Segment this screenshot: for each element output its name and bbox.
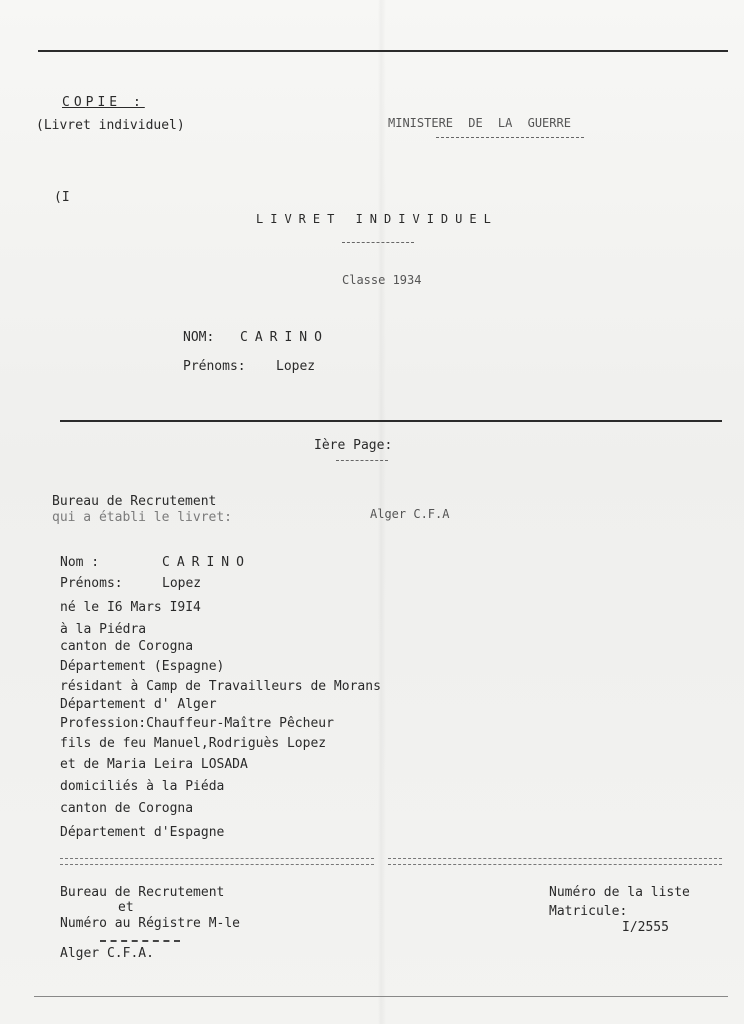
- footer-bureau-line1: Bureau de Recrutement: [60, 885, 225, 900]
- title-underline: [342, 242, 414, 243]
- footer-matricule-value: I/2555: [622, 920, 669, 935]
- middle-rule: [60, 420, 722, 422]
- footer-liste-label: Numéro de la liste: [549, 885, 690, 900]
- footer-bureau-line2: et: [118, 900, 134, 915]
- bureau-label-line1: Bureau de Recrutement: [52, 494, 217, 509]
- footer-bureau-line3: Numéro au Régistre M-le: [60, 916, 241, 931]
- detail-line: résidant à Camp de Travailleurs de Morans: [60, 679, 381, 694]
- detail-line: fils de feu Manuel,Rodriguès Lopez: [60, 736, 327, 751]
- detail-line: Département d'Espagne: [60, 825, 225, 840]
- detail-nom-label: Nom :: [60, 555, 100, 570]
- page-label: Ière Page:: [314, 438, 393, 453]
- detail-line: Profession:Chauffeur-Maître Pêcheur: [60, 716, 334, 731]
- detail-line: et de Maria Leira LOSADA: [60, 757, 248, 772]
- nom-value: CARINO: [240, 330, 329, 345]
- livret-individuel-label: (Livret individuel): [36, 118, 185, 133]
- detail-line: né le I6 Mars I9I4: [60, 600, 201, 615]
- livret-title: LIVRET INDIVIDUEL: [256, 212, 498, 226]
- prenoms-label: Prénoms:: [183, 359, 246, 374]
- footer-underline: [100, 940, 180, 942]
- detail-nom-value: CARINO: [162, 555, 251, 570]
- detail-line: Département (Espagne): [60, 659, 225, 674]
- classe-label: Classe 1934: [342, 273, 422, 287]
- footer-matricule-label: Matricule:: [549, 904, 628, 919]
- top-rule: [38, 50, 728, 52]
- bureau-label-line2: qui a établi le livret:: [52, 510, 233, 525]
- detail-line: domiciliés à la Piéda: [60, 779, 225, 794]
- detail-line: Département d' Alger: [60, 697, 217, 712]
- detail-line: à la Piédra: [60, 622, 147, 637]
- prenoms-value: Lopez: [276, 359, 316, 374]
- section-marker: (I: [54, 190, 70, 205]
- bottom-rule: [34, 996, 728, 997]
- detail-prenoms-value: Lopez: [162, 576, 202, 591]
- detail-line: canton de Corogna: [60, 639, 194, 654]
- nom-label: NOM:: [183, 330, 215, 345]
- page-label-underline: [336, 460, 388, 461]
- footer-bureau-value: Alger C.F.A.: [60, 946, 154, 961]
- ministere-label: MINISTERE DE LA GUERRE: [388, 116, 571, 130]
- separator-left: [60, 858, 374, 865]
- bureau-value: Alger C.F.A: [370, 507, 450, 521]
- detail-line: canton de Corogna: [60, 801, 194, 816]
- separator-right: [388, 858, 722, 865]
- detail-prenoms-label: Prénoms:: [60, 576, 123, 591]
- copie-label: COPIE :: [62, 95, 145, 110]
- ministere-underline: [436, 137, 584, 138]
